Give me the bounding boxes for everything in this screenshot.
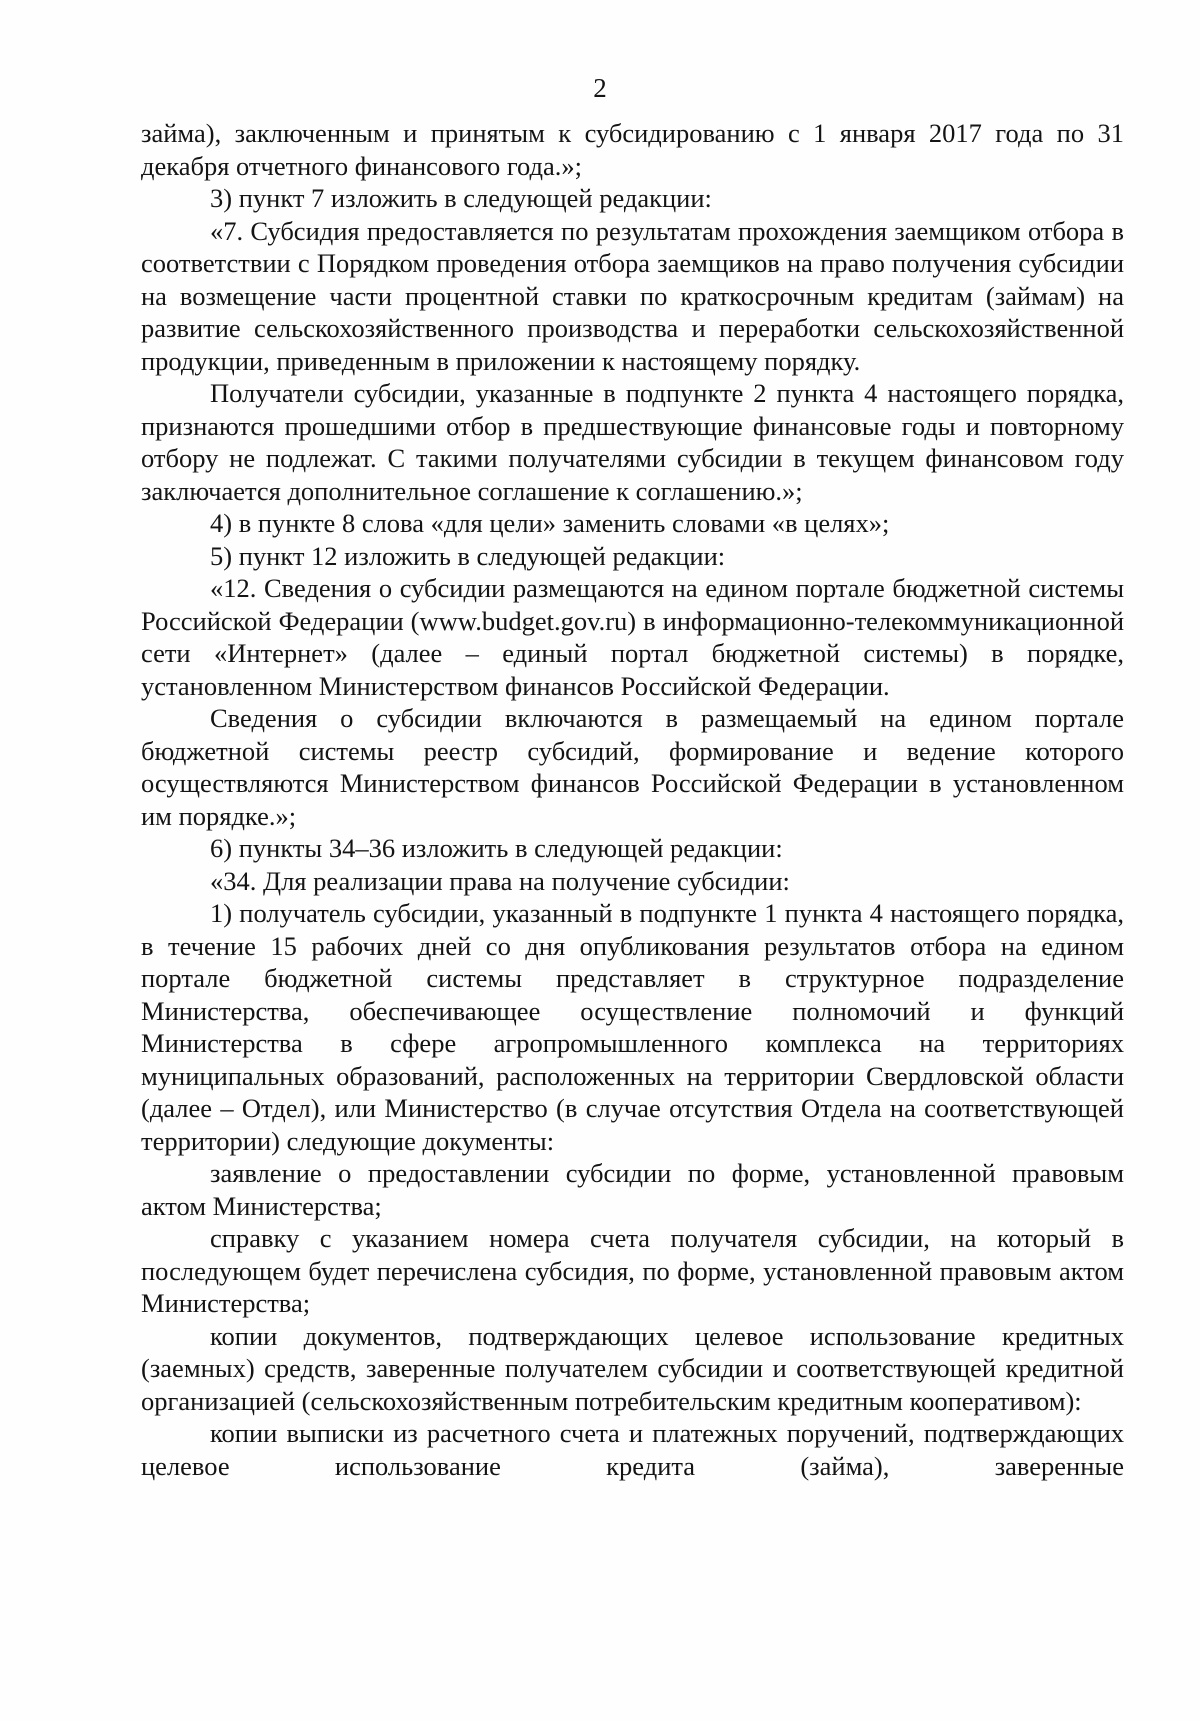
paragraph: «34. Для реализации права на получение субсидии: [210, 865, 790, 896]
document-body [141, 117, 1124, 1482]
paragraph: «12. Сведения о субсидии размещаются на едином портале бюджетной системы Российской Федерации (www.budget.gov.ru) в информационно-телекоммуникационной сети «Интернет» (далее – единый портал бюджетной системы) в порядке, установленном Министерством финансов Российской Федерации. [141, 573, 1124, 701]
paragraph: 5) пункт 12 изложить в следующей редакции: [210, 540, 726, 571]
paragraph: 6) пункты 34–36 изложить в следующей редакции: [210, 833, 783, 863]
paragraph: 3) пункт 7 изложить в следующей редакции: [210, 183, 712, 213]
paragraph: Получатели субсидии, указанные в подпункте 2 пункта 4 настоящего порядка, признаются прошедшими отбор в предшествующие финансовые годы и повторному отбору не подлежат. С такими получателями субсидии в текущем финансовом году заключается дополнительное соглашение к соглашению.»; [141, 378, 1124, 506]
paragraph: заявление о предоставлении субсидии по форме, установленной правовым актом Министерства; [141, 1158, 1124, 1221]
paragraph: 4) в пункте 8 слова «для цели» заменить словами «в целях»; [210, 508, 890, 538]
page-number: 2 [593, 73, 607, 103]
paragraph: копии документов, подтверждающих целевое использование кредитных (заемных) средств, заверенные получателем субсидии и соответствующей кредитной организацией (сельскохозяйственным потребительским кредитным кооперативом): [141, 1320, 1124, 1416]
paragraph: 1) получатель субсидии, указанный в подпункте 1 пункта 4 настоящего порядка, в течение 15 рабочих дней со дня опубликования результатов отбора на едином портале бюджетной системы представляет в структурное подразделение Министерства, обеспечивающее осуществление полномочий и функций Министерства в сфере агропромышленного комплекса на территориях муниципальных образований, расположенных на территории Свердловской области (далее – Отдел), или Министерство (в случае отсутствия Отдела на соответствующей территории) следующие документы: [141, 898, 1124, 1156]
paragraph: справку с указанием номера счета получателя субсидии, на который в последующем будет перечислена субсидия, по форме, установленной правовым актом Министерства; [141, 1223, 1124, 1318]
paragraph: «7. Субсидия предоставляется по результатам прохождения заемщиком отбора в соответствии с Порядком проведения отбора заемщиков на право получения субсидии на возмещение части процентной ставки по краткосрочным кредитам (займам) на развитие сельскохозяйственного производства и переработки сельскохозяйственной продукции, приведенным в приложении к настоящему порядку. [141, 215, 1124, 376]
paragraph: Сведения о субсидии включаются в размещаемый на едином портале бюджетной системы реестр субсидий, формирование и ведение которого осуществляются Министерством финансов Российской Федерации в установленном им порядке.»; [141, 703, 1124, 831]
paragraph: копии выписки из расчетного счета и платежных поручений, подтверждающих целевое использование кредита (займа), заверенные [141, 1418, 1124, 1481]
paragraph: займа), заключенным и принятым к субсидированию с 1 января 2017 года по 31 декабря отчетного финансового года.»; [141, 118, 1124, 181]
